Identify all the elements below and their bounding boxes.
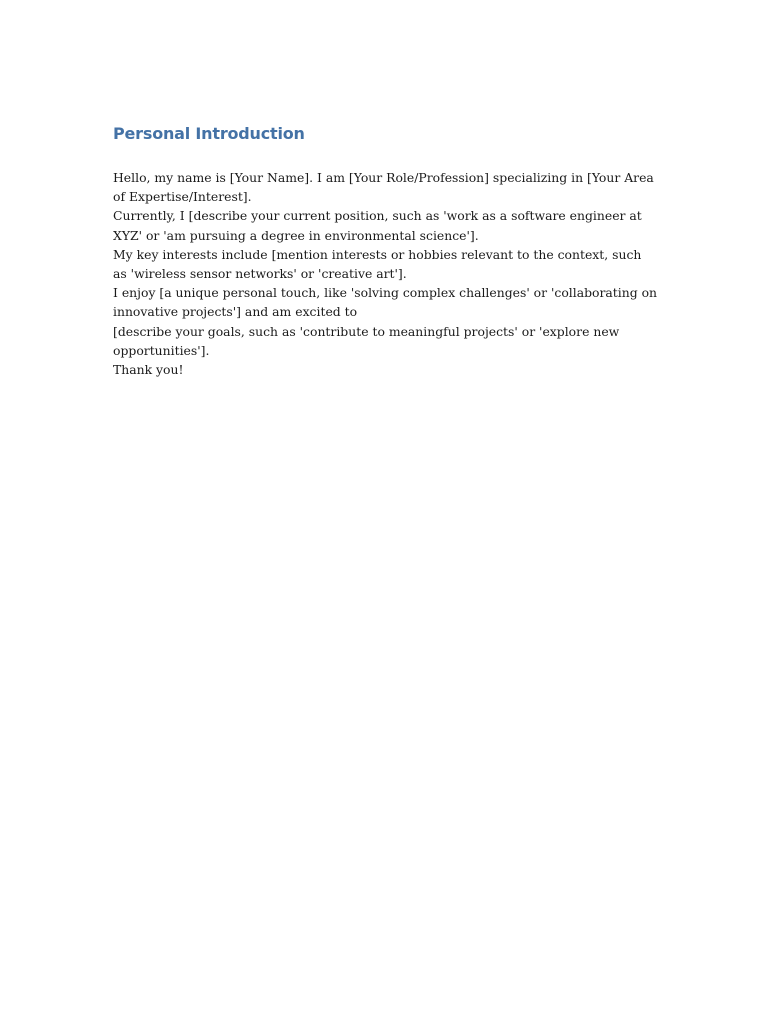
paragraph-current-position: Currently, I [describe your current position, such as 'work as a software engineer at XYZ' or 'am pursuing a degree in environmental science']. bbox=[113, 208, 646, 243]
paragraph-goals: [describe your goals, such as 'contribute to meaningful projects' or 'explore new opportunities']. bbox=[113, 323, 624, 358]
document-body bbox=[113, 168, 661, 379]
paragraph-key-interests: My key interests include [mention interests or hobbies relevant to the context, such as 'wireless sensor networks' or 'creative art']. bbox=[113, 246, 646, 282]
document-title: Personal Introduction bbox=[113, 124, 305, 143]
paragraph-enjoy: I enjoy [a unique personal touch, like 'solving complex challenges' or 'collaborating on innovative projects'] and am excited to bbox=[113, 285, 661, 320]
paragraph-closing: Thank you! bbox=[113, 362, 184, 378]
paragraph-greeting: Hello, my name is [Your Name]. I am [Your Role/Profession] specializing in [Your Area of Expertise/Interest]. bbox=[113, 170, 658, 205]
